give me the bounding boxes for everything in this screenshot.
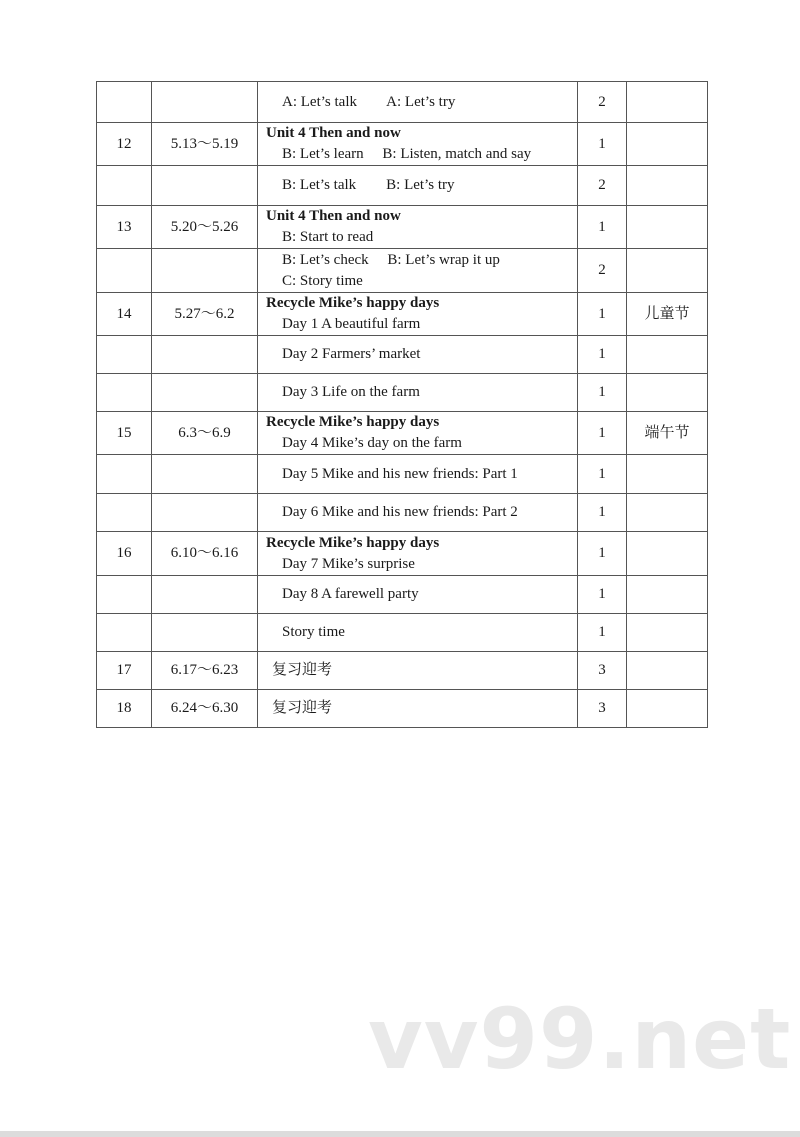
lesson-line: B: Start to read: [282, 229, 374, 245]
week-cell: [97, 374, 152, 412]
note-cell: [627, 82, 708, 123]
lesson-content-cell: [258, 249, 578, 293]
lesson-line: C: Story time: [282, 272, 363, 289]
week-cell: [97, 166, 152, 206]
note-cell: [627, 652, 708, 690]
lesson-line: B: Let’s talk B: Let’s try: [282, 177, 455, 193]
note-cell: [627, 336, 708, 374]
class-hours-cell: 1: [578, 412, 627, 455]
table-body: [97, 82, 708, 728]
class-hours-cell: 1: [578, 374, 627, 412]
week-cell: [97, 614, 152, 652]
lesson-line: B: Let’s learn B: Listen, match and say: [282, 146, 532, 162]
week-cell: 12: [97, 123, 152, 166]
table-row: [97, 123, 708, 166]
date-range-cell: [152, 576, 258, 614]
class-hours-cell: 1: [578, 532, 627, 576]
lesson-content-cell: [258, 166, 578, 206]
table-row: [97, 532, 708, 576]
lesson-content-cell: [258, 123, 578, 166]
lesson-content-cell: [258, 576, 578, 614]
date-range-cell: [152, 336, 258, 374]
week-cell: 17: [97, 652, 152, 690]
lesson-content-cell: [258, 293, 578, 336]
lesson-content-cell: [258, 455, 578, 494]
note-cell: [627, 206, 708, 249]
note-cell: [627, 374, 708, 412]
week-cell: [97, 336, 152, 374]
class-hours-cell: 1: [578, 576, 627, 614]
date-range-cell: [152, 82, 258, 123]
date-range-cell: [152, 455, 258, 494]
note-cell: 端午节: [627, 412, 708, 455]
lesson-content-cell: [258, 336, 578, 374]
week-cell: [97, 249, 152, 293]
note-cell: [627, 532, 708, 576]
lesson-content-cell: [258, 82, 578, 123]
note-cell: [627, 166, 708, 206]
class-hours-cell: 1: [578, 455, 627, 494]
unit-title: Recycle Mike’s happy days: [266, 295, 440, 311]
class-hours-cell: 1: [578, 293, 627, 336]
lesson-line: 复习迎考: [272, 700, 333, 716]
date-range-cell: 5.13～5.19: [152, 123, 258, 166]
lesson-line: 复习迎考: [272, 662, 333, 678]
week-cell: 15: [97, 412, 152, 455]
lesson-content-cell: [258, 652, 578, 690]
class-hours-cell: 3: [578, 652, 627, 690]
date-range-cell: 6.10～6.16: [152, 532, 258, 576]
lesson-content-cell: [258, 532, 578, 576]
date-range-cell: [152, 614, 258, 652]
lesson-line: Day 3 Life on the farm: [282, 384, 420, 400]
note-cell: [627, 614, 708, 652]
date-range-cell: [152, 374, 258, 412]
table-row: [97, 690, 708, 728]
class-hours-cell: 1: [578, 336, 627, 374]
week-cell: [97, 494, 152, 532]
class-hours-cell: 2: [578, 249, 627, 293]
lesson-line: Day 4 Mike’s day on the farm: [282, 435, 462, 451]
week-cell: [97, 455, 152, 494]
note-cell: [627, 455, 708, 494]
date-range-cell: [152, 249, 258, 293]
class-hours-cell: 1: [578, 123, 627, 166]
lesson-content-cell: [258, 412, 578, 455]
table-row: [97, 206, 708, 249]
class-hours-cell: 1: [578, 206, 627, 249]
date-range-cell: 5.20～5.26: [152, 206, 258, 249]
table-row: [97, 455, 708, 494]
lesson-line: Day 8 A farewell party: [282, 586, 419, 602]
table-row: [97, 652, 708, 690]
table-row: [97, 293, 708, 336]
lesson-line: Day 1 A beautiful farm: [282, 316, 421, 332]
note-cell: [627, 690, 708, 728]
table-row: [97, 576, 708, 614]
unit-title: Unit 4 Then and now: [266, 125, 401, 141]
lesson-line: Day 5 Mike and his new friends: Part 1: [282, 465, 518, 482]
table-row: [97, 166, 708, 206]
table-row: [97, 336, 708, 374]
unit-title: Unit 4 Then and now: [266, 208, 401, 224]
week-cell: 18: [97, 690, 152, 728]
date-range-cell: 6.17～6.23: [152, 652, 258, 690]
watermark: vv99.net: [368, 990, 792, 1088]
lesson-line: A: Let’s talk A: Let’s try: [282, 93, 456, 110]
week-cell: 13: [97, 206, 152, 249]
week-cell: [97, 576, 152, 614]
date-range-cell: 5.27～6.2: [152, 293, 258, 336]
date-range-cell: 6.3～6.9: [152, 412, 258, 455]
lesson-content-cell: [258, 206, 578, 249]
date-range-cell: 6.24～6.30: [152, 690, 258, 728]
lesson-line: Story time: [282, 624, 345, 640]
week-cell: 14: [97, 293, 152, 336]
table-row: [97, 82, 708, 123]
page-bottom-edge: [0, 1131, 800, 1137]
unit-title: Recycle Mike’s happy days: [266, 534, 440, 551]
table-row: [97, 494, 708, 532]
lesson-line: Day 2 Farmers’ market: [282, 346, 421, 362]
table-row: [97, 249, 708, 293]
lesson-line: B: Let’s check B: Let’s wrap it up: [282, 251, 500, 268]
note-cell: [627, 494, 708, 532]
note-cell: [627, 576, 708, 614]
week-cell: 16: [97, 532, 152, 576]
teaching-schedule-table: [96, 81, 708, 728]
class-hours-cell: 3: [578, 690, 627, 728]
lesson-line: Day 7 Mike’s surprise: [282, 555, 415, 572]
date-range-cell: [152, 494, 258, 532]
lesson-content-cell: [258, 494, 578, 532]
lesson-content-cell: [258, 690, 578, 728]
class-hours-cell: 2: [578, 82, 627, 123]
note-cell: [627, 123, 708, 166]
date-range-cell: [152, 166, 258, 206]
unit-title: Recycle Mike’s happy days: [266, 414, 440, 430]
lesson-content-cell: [258, 614, 578, 652]
class-hours-cell: 1: [578, 494, 627, 532]
class-hours-cell: 2: [578, 166, 627, 206]
lesson-content-cell: [258, 374, 578, 412]
note-cell: [627, 249, 708, 293]
class-hours-cell: 1: [578, 614, 627, 652]
note-cell: 儿童节: [627, 293, 708, 336]
table-row: [97, 412, 708, 455]
table-row: [97, 614, 708, 652]
week-cell: [97, 82, 152, 123]
table-row: [97, 374, 708, 412]
lesson-line: Day 6 Mike and his new friends: Part 2: [282, 504, 518, 520]
